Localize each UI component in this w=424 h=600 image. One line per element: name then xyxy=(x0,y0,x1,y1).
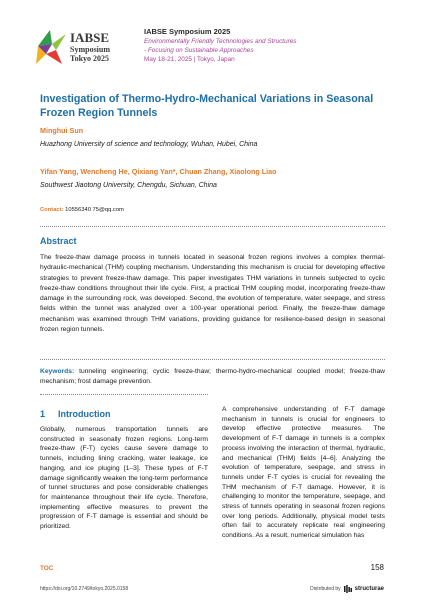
logo-text: IABSE xyxy=(70,30,110,45)
distributor xyxy=(310,585,384,593)
keywords-label: Keywords: xyxy=(40,368,75,375)
logo-pinwheel-icon xyxy=(36,30,66,64)
logo-sub1: Symposium xyxy=(70,45,111,54)
author-group-1: Minghui Sun xyxy=(40,126,84,135)
section-title: Introduction xyxy=(58,409,111,419)
section-number: 1 xyxy=(40,409,46,419)
conference-theme-2: - Focusing on Sustainable Approaches xyxy=(144,47,254,55)
toc-link[interactable]: TOC xyxy=(40,565,54,572)
divider-mid xyxy=(40,359,385,360)
doi-link[interactable]: https://doi.org/10.2749/tokyo.2025.0158 xyxy=(40,586,129,592)
paper-title-line-2: Frozen Region Tunnels xyxy=(40,107,158,119)
iabse-logo xyxy=(32,24,132,68)
distributor-name: structurae xyxy=(354,586,384,592)
divider-intro xyxy=(40,394,208,395)
contact-label: Contact: xyxy=(40,207,64,213)
keywords-text: tunneling engineering; cyclic freeze-thaw; thermo-hydro-mechanical coupled model; freeze-thaw mechanism; frost damage prevention. xyxy=(40,368,385,386)
page-number: 158 xyxy=(370,563,384,572)
author-group-2: Yifan Yang, Wencheng He, Qixiang Yan*, Chuan Zhang, Xiaolong Liao xyxy=(40,167,277,176)
affiliation-1: Huazhong University of science and technology, Wuhan, Hubei, China xyxy=(40,141,258,148)
structurae-logo-icon xyxy=(344,585,352,593)
contact-line xyxy=(40,207,124,213)
conference-header xyxy=(144,27,394,65)
keywords xyxy=(40,367,385,388)
affiliation-2: Southwest Jiaotong University, Chengdu, Sichuan, China xyxy=(40,182,217,189)
paper-title xyxy=(40,92,390,120)
intro-column-right: A comprehensive understanding of F-T damage mechanism in tunnels is crucial for engineers to develop effective protective measures. The development of F-T damage in tunnels is a complex process involving the interaction of thermal, hydraulic, and mechanical (THM) fields [4–6]. Analyzing the evolution of temperature, seepage, and stress in tunnels under F-T cycles is crucial for revealing the THM mechanism of F-T damage. However, it is challenging to monitor the temperature, seepage, and stress of tunnels operating in seasonal frozen regions over long periods. Additionally, physical model tests often fail to accurately replicate real engineering conditions. As a result, numerical simulation has xyxy=(222,406,385,540)
conference-name: IABSE Symposium 2025 xyxy=(144,27,231,36)
section-heading-introduction xyxy=(40,409,111,419)
divider-top xyxy=(40,226,385,227)
conference-dates: May 18-21, 2025 | Tokyo, Japan xyxy=(144,56,235,64)
logo-sub2: Tokyo 2025 xyxy=(70,54,110,63)
abstract-text: The freeze-thaw damage process in tunnels located in seasonal frozen regions involves a complex thermal-hydraulic-mechanical (THM) coupling mechanism. Understanding this mechanism is crucial for developing effective strategies to prevent freeze-thaw damage. This paper investigates THM variations in tunnels subjected to cyclic freeze-thaw conditions throughout their life cycle. First, a practical THM coupling model, incorporating freeze-thaw damage in the surrounding rock, was developed. Second, the evolution of temperature, water seepage, and stress fields within the tunnel was analyzed over a 100-year operational period. Finally, the freeze-thaw damage mechanism was examined through THM variations, providing guidance for resilience-based design in seasonal frozen region tunnels. xyxy=(40,254,385,333)
distributed-by-label: Distributed by xyxy=(310,586,341,592)
intro-column-left: Globally, numerous transportation tunnels are constructed in seasonally frozen regions. Long-term freeze-thaw (F-T) cycles cause severe damage to tunnels, including lining cracking, water leakage, ice hanging, and ice pluging [1–3]. These types of F-T damage significantly weaken the long-term performance of tunnel structures and pose considerable challenges for maintenance throughout their life cycle. Therefore, implementing effective measures to prevent the progression of F-T damage is essential and should be prioritized. xyxy=(40,426,208,531)
contact-email[interactable]: 10556340 75@qq.com xyxy=(65,207,124,213)
paper-title-line-1: Investigation of Thermo-Hydro-Mechanical Variations in Seasonal xyxy=(40,93,374,105)
abstract-heading: Abstract xyxy=(40,236,77,246)
conference-theme-1: Environmentally Friendly Technologies and Structures xyxy=(144,38,297,45)
